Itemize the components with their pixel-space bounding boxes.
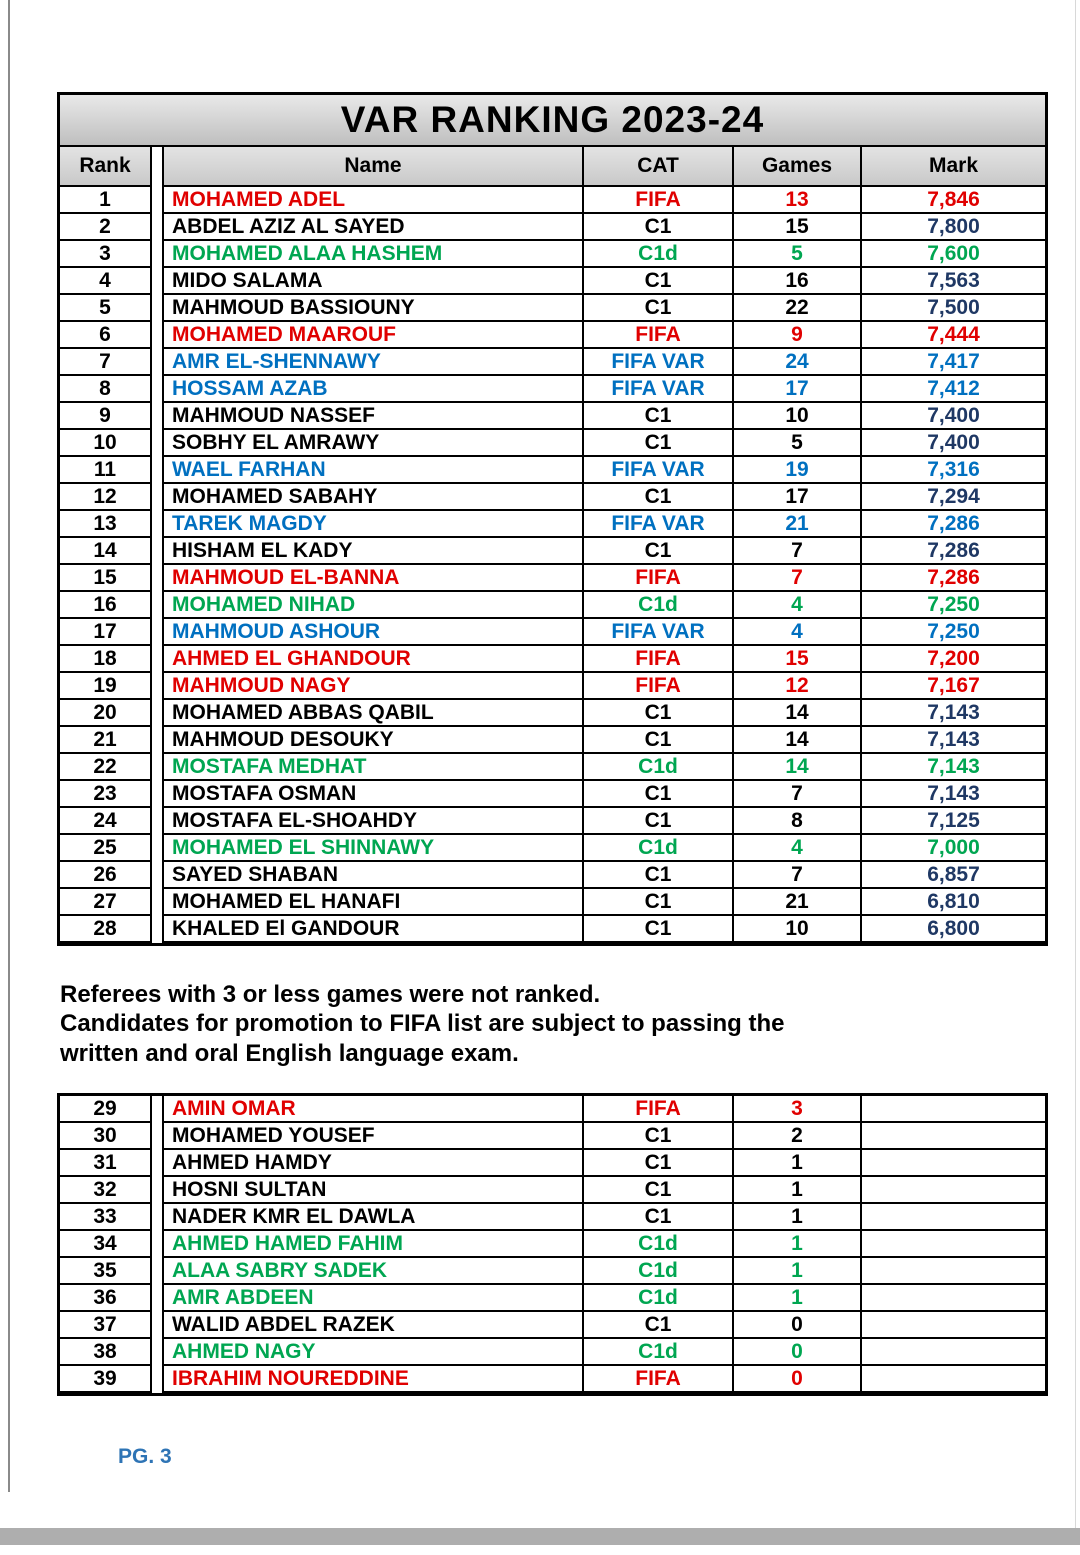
column-gap (152, 1285, 162, 1312)
table-row (60, 619, 1045, 646)
column-gap (152, 1366, 162, 1393)
column-gap (152, 916, 162, 943)
games-cell: 0 (734, 1339, 862, 1366)
games-cell: 14 (734, 754, 862, 781)
rank-cell: 9 (60, 403, 152, 430)
mark-cell: 7,143 (862, 700, 1045, 727)
rank-cell: 28 (60, 916, 152, 943)
cat-cell: FIFA VAR (584, 349, 734, 376)
mark-cell: 7,400 (862, 430, 1045, 457)
name-cell: MAHMOUD NAGY (162, 673, 584, 700)
cat-cell: C1 (584, 862, 734, 889)
rank-cell: 34 (60, 1231, 152, 1258)
rank-cell: 8 (60, 376, 152, 403)
games-cell: 22 (734, 295, 862, 322)
rank-cell: 39 (60, 1366, 152, 1393)
cat-cell: FIFA VAR (584, 511, 734, 538)
name-cell: MAHMOUD ASHOUR (162, 619, 584, 646)
table-row (60, 700, 1045, 727)
column-gap (152, 241, 162, 268)
rank-cell: 36 (60, 1285, 152, 1312)
column-gap (152, 187, 162, 214)
cat-cell: C1 (584, 295, 734, 322)
name-cell: MAHMOUD DESOUKY (162, 727, 584, 754)
cat-cell: C1 (584, 1150, 734, 1177)
column-gap (152, 889, 162, 916)
name-cell: MIDO SALAMA (162, 268, 584, 295)
table-row (60, 916, 1045, 943)
cat-cell: C1d (584, 835, 734, 862)
table-row (60, 754, 1045, 781)
games-cell: 21 (734, 511, 862, 538)
games-cell: 15 (734, 214, 862, 241)
cat-cell: C1d (584, 754, 734, 781)
column-gap (152, 592, 162, 619)
header-mark: Mark (862, 147, 1045, 187)
mark-cell: 7,143 (862, 781, 1045, 808)
cat-cell: C1d (584, 1231, 734, 1258)
name-cell: IBRAHIM NOUREDDINE (162, 1366, 584, 1393)
name-cell: MOHAMED SABAHY (162, 484, 584, 511)
name-cell: MOHAMED MAAROUF (162, 322, 584, 349)
name-cell: NADER KMR EL DAWLA (162, 1204, 584, 1231)
mark-cell (862, 1177, 1045, 1204)
name-cell: MOHAMED ABBAS QABIL (162, 700, 584, 727)
cat-cell: C1 (584, 889, 734, 916)
games-cell: 1 (734, 1231, 862, 1258)
cat-cell: C1 (584, 268, 734, 295)
rank-cell: 16 (60, 592, 152, 619)
table-row (60, 646, 1045, 673)
rank-cell: 6 (60, 322, 152, 349)
table-row (60, 862, 1045, 889)
cat-cell: C1 (584, 727, 734, 754)
column-gap (152, 727, 162, 754)
rank-cell: 37 (60, 1312, 152, 1339)
games-cell: 14 (734, 727, 862, 754)
rank-cell: 4 (60, 268, 152, 295)
column-gap (152, 1258, 162, 1285)
table-body (60, 187, 1045, 943)
table-row (60, 727, 1045, 754)
mark-cell: 7,400 (862, 403, 1045, 430)
name-cell: AHMED HAMED FAHIM (162, 1231, 584, 1258)
games-cell: 4 (734, 592, 862, 619)
name-cell: AMR EL-SHENNAWY (162, 349, 584, 376)
mark-cell (862, 1123, 1045, 1150)
column-gap (152, 430, 162, 457)
cat-cell: C1d (584, 1258, 734, 1285)
games-cell: 7 (734, 781, 862, 808)
rank-cell: 26 (60, 862, 152, 889)
name-cell: MOHAMED EL HANAFI (162, 889, 584, 916)
cat-cell: C1 (584, 1123, 734, 1150)
table-row (60, 1312, 1045, 1339)
games-cell: 9 (734, 322, 862, 349)
column-gap (152, 781, 162, 808)
note-line-1: Referees with 3 or less games were not ranked. (60, 981, 601, 1008)
games-cell: 0 (734, 1312, 862, 1339)
table-title: VAR RANKING 2023-24 (60, 95, 1045, 147)
rank-cell: 2 (60, 214, 152, 241)
mark-cell: 7,412 (862, 376, 1045, 403)
mark-cell: 7,000 (862, 835, 1045, 862)
games-cell: 3 (734, 1096, 862, 1123)
name-cell: ABDEL AZIZ AL SAYED (162, 214, 584, 241)
cat-cell: FIFA (584, 646, 734, 673)
page-edge-line (8, 0, 10, 1492)
name-cell: MAHMOUD EL-BANNA (162, 565, 584, 592)
cat-cell: FIFA VAR (584, 457, 734, 484)
cat-cell: C1 (584, 1204, 734, 1231)
games-cell: 13 (734, 187, 862, 214)
games-cell: 14 (734, 700, 862, 727)
rank-cell: 32 (60, 1177, 152, 1204)
column-gap (152, 1231, 162, 1258)
table-row (60, 187, 1045, 214)
mark-cell (862, 1339, 1045, 1366)
note-block (60, 980, 1040, 1068)
mark-cell: 7,250 (862, 619, 1045, 646)
column-gap (152, 484, 162, 511)
cat-cell: C1d (584, 1285, 734, 1312)
rank-cell: 29 (60, 1096, 152, 1123)
name-cell: MOHAMED NIHAD (162, 592, 584, 619)
table-row (60, 376, 1045, 403)
rank-cell: 38 (60, 1339, 152, 1366)
name-cell: HOSSAM AZAB (162, 376, 584, 403)
rank-cell: 13 (60, 511, 152, 538)
mark-cell (862, 1366, 1045, 1393)
column-gap (152, 754, 162, 781)
cat-cell: FIFA VAR (584, 376, 734, 403)
table-row (60, 241, 1045, 268)
rank-cell: 27 (60, 889, 152, 916)
column-gap (152, 1096, 162, 1123)
games-cell: 0 (734, 1366, 862, 1393)
games-cell: 1 (734, 1285, 862, 1312)
name-cell: WALID ABDEL RAZEK (162, 1312, 584, 1339)
mark-cell: 7,563 (862, 268, 1045, 295)
rank-cell: 22 (60, 754, 152, 781)
cat-cell: C1 (584, 430, 734, 457)
name-cell: MOHAMED ALAA HASHEM (162, 241, 584, 268)
column-gap (152, 349, 162, 376)
rank-cell: 18 (60, 646, 152, 673)
page-edge-line-right (1075, 0, 1076, 1528)
cat-cell: C1 (584, 403, 734, 430)
rank-cell: 20 (60, 700, 152, 727)
table-row (60, 484, 1045, 511)
mark-cell: 7,200 (862, 646, 1045, 673)
table-row (60, 673, 1045, 700)
mark-cell: 7,167 (862, 673, 1045, 700)
cat-cell: C1 (584, 916, 734, 943)
column-gap (152, 457, 162, 484)
rank-cell: 23 (60, 781, 152, 808)
games-cell: 1 (734, 1177, 862, 1204)
mark-cell: 7,417 (862, 349, 1045, 376)
header-row (60, 147, 1045, 187)
name-cell: HOSNI SULTAN (162, 1177, 584, 1204)
mark-cell (862, 1150, 1045, 1177)
games-cell: 7 (734, 538, 862, 565)
mark-cell: 7,500 (862, 295, 1045, 322)
column-gap (152, 295, 162, 322)
mark-cell: 6,800 (862, 916, 1045, 943)
games-cell: 1 (734, 1258, 862, 1285)
table-row (60, 1123, 1045, 1150)
name-cell: ALAA SABRY SADEK (162, 1258, 584, 1285)
mark-cell: 6,857 (862, 862, 1045, 889)
rank-cell: 15 (60, 565, 152, 592)
table-row (60, 565, 1045, 592)
mark-cell: 6,810 (862, 889, 1045, 916)
mark-cell: 7,250 (862, 592, 1045, 619)
column-gap (152, 1150, 162, 1177)
table-row (60, 1258, 1045, 1285)
table-row (60, 403, 1045, 430)
table-row (60, 1204, 1045, 1231)
cat-cell: C1 (584, 808, 734, 835)
name-cell: AHMED NAGY (162, 1339, 584, 1366)
games-cell: 16 (734, 268, 862, 295)
table-row (60, 349, 1045, 376)
table-row (60, 1096, 1045, 1123)
mark-cell: 7,294 (862, 484, 1045, 511)
table-row (60, 889, 1045, 916)
rank-cell: 31 (60, 1150, 152, 1177)
rank-cell: 12 (60, 484, 152, 511)
name-cell: AMR ABDEEN (162, 1285, 584, 1312)
table-row (60, 1177, 1045, 1204)
name-cell: HISHAM EL KADY (162, 538, 584, 565)
cat-cell: FIFA (584, 565, 734, 592)
header-name: Name (162, 147, 584, 187)
mark-cell (862, 1285, 1045, 1312)
games-cell: 2 (734, 1123, 862, 1150)
name-cell: MAHMOUD NASSEF (162, 403, 584, 430)
column-gap (152, 700, 162, 727)
column-gap (152, 808, 162, 835)
note-line-2: Candidates for promotion to FIFA list are subject to passing the (60, 1010, 785, 1038)
games-cell: 10 (734, 403, 862, 430)
name-cell: KHALED El GANDOUR (162, 916, 584, 943)
rank-cell: 30 (60, 1123, 152, 1150)
table-row (60, 1231, 1045, 1258)
mark-cell: 7,444 (862, 322, 1045, 349)
games-cell: 1 (734, 1150, 862, 1177)
rank-cell: 17 (60, 619, 152, 646)
column-gap (152, 646, 162, 673)
name-cell: AMIN OMAR (162, 1096, 584, 1123)
table-row (60, 835, 1045, 862)
name-cell: MAHMOUD BASSIOUNY (162, 295, 584, 322)
table-row (60, 268, 1045, 295)
header-rank: Rank (60, 147, 152, 187)
cat-cell: FIFA (584, 1366, 734, 1393)
mark-cell: 7,286 (862, 511, 1045, 538)
cat-cell: C1d (584, 1339, 734, 1366)
name-cell: SAYED SHABAN (162, 862, 584, 889)
column-gap (152, 376, 162, 403)
games-cell: 8 (734, 808, 862, 835)
table-row (60, 1150, 1045, 1177)
cat-cell: C1 (584, 484, 734, 511)
unranked-table (57, 1093, 1048, 1396)
mark-cell: 7,800 (862, 214, 1045, 241)
cat-cell: FIFA (584, 322, 734, 349)
column-gap (152, 1204, 162, 1231)
table-row (60, 430, 1045, 457)
games-cell: 10 (734, 916, 862, 943)
mark-cell: 7,316 (862, 457, 1045, 484)
column-gap (152, 1177, 162, 1204)
name-cell: MOHAMED EL SHINNAWY (162, 835, 584, 862)
rank-cell: 10 (60, 430, 152, 457)
cat-cell: C1 (584, 781, 734, 808)
cat-cell: C1 (584, 1177, 734, 1204)
column-gap (152, 268, 162, 295)
rank-cell: 11 (60, 457, 152, 484)
name-cell: MOSTAFA EL-SHOAHDY (162, 808, 584, 835)
mark-cell (862, 1258, 1045, 1285)
cat-cell: C1d (584, 592, 734, 619)
rank-cell: 25 (60, 835, 152, 862)
table-row (60, 322, 1045, 349)
mark-cell (862, 1312, 1045, 1339)
table-row (60, 1366, 1045, 1393)
table-body (60, 1096, 1045, 1393)
cat-cell: FIFA (584, 673, 734, 700)
table-row (60, 781, 1045, 808)
games-cell: 15 (734, 646, 862, 673)
note-line-3: written and oral English language exam. (60, 1039, 519, 1067)
games-cell: 4 (734, 619, 862, 646)
column-gap (152, 1123, 162, 1150)
games-cell: 12 (734, 673, 862, 700)
cat-cell: C1 (584, 1312, 734, 1339)
ranking-table (57, 92, 1048, 946)
name-cell: MOHAMED ADEL (162, 187, 584, 214)
page-number: PG. 3 (118, 1445, 172, 1468)
table-row (60, 808, 1045, 835)
name-cell: AHMED EL GHANDOUR (162, 646, 584, 673)
header-games: Games (734, 147, 862, 187)
column-gap (152, 673, 162, 700)
games-cell: 5 (734, 241, 862, 268)
page-bottom-band (0, 1528, 1080, 1545)
rank-cell: 7 (60, 349, 152, 376)
mark-cell: 7,600 (862, 241, 1045, 268)
name-cell: SOBHY EL AMRAWY (162, 430, 584, 457)
column-gap (152, 1339, 162, 1366)
header-cat: CAT (584, 147, 734, 187)
rank-cell: 3 (60, 241, 152, 268)
mark-cell: 7,143 (862, 727, 1045, 754)
column-gap (152, 862, 162, 889)
table-row (60, 511, 1045, 538)
name-cell: MOSTAFA MEDHAT (162, 754, 584, 781)
cat-cell: FIFA VAR (584, 619, 734, 646)
mark-cell: 7,846 (862, 187, 1045, 214)
name-cell: WAEL FARHAN (162, 457, 584, 484)
name-cell: TAREK MAGDY (162, 511, 584, 538)
name-cell: MOHAMED YOUSEF (162, 1123, 584, 1150)
cat-cell: FIFA (584, 187, 734, 214)
games-cell: 1 (734, 1204, 862, 1231)
mark-cell: 7,125 (862, 808, 1045, 835)
games-cell: 17 (734, 376, 862, 403)
column-gap (152, 835, 162, 862)
rank-cell: 24 (60, 808, 152, 835)
rank-cell: 35 (60, 1258, 152, 1285)
cat-cell: C1 (584, 538, 734, 565)
column-gap (152, 214, 162, 241)
table-row (60, 214, 1045, 241)
cat-cell: C1 (584, 700, 734, 727)
cat-cell: C1 (584, 214, 734, 241)
table-row (60, 538, 1045, 565)
table-row (60, 295, 1045, 322)
mark-cell (862, 1231, 1045, 1258)
column-gap (152, 322, 162, 349)
rank-cell: 14 (60, 538, 152, 565)
name-cell: MOSTAFA OSMAN (162, 781, 584, 808)
rank-cell: 21 (60, 727, 152, 754)
games-cell: 17 (734, 484, 862, 511)
column-gap (152, 1312, 162, 1339)
rank-cell: 5 (60, 295, 152, 322)
games-cell: 24 (734, 349, 862, 376)
column-gap (152, 403, 162, 430)
games-cell: 21 (734, 889, 862, 916)
column-gap (152, 147, 162, 187)
mark-cell: 7,286 (862, 538, 1045, 565)
cat-cell: FIFA (584, 1096, 734, 1123)
games-cell: 7 (734, 862, 862, 889)
column-gap (152, 511, 162, 538)
mark-cell (862, 1204, 1045, 1231)
cat-cell: C1d (584, 241, 734, 268)
rank-cell: 1 (60, 187, 152, 214)
games-cell: 4 (734, 835, 862, 862)
games-cell: 19 (734, 457, 862, 484)
table-row (60, 1339, 1045, 1366)
column-gap (152, 538, 162, 565)
mark-cell (862, 1096, 1045, 1123)
mark-cell: 7,143 (862, 754, 1045, 781)
games-cell: 7 (734, 565, 862, 592)
rank-cell: 33 (60, 1204, 152, 1231)
name-cell: AHMED HAMDY (162, 1150, 584, 1177)
mark-cell: 7,286 (862, 565, 1045, 592)
rank-cell: 19 (60, 673, 152, 700)
games-cell: 5 (734, 430, 862, 457)
table-row (60, 457, 1045, 484)
column-gap (152, 619, 162, 646)
table-row (60, 1285, 1045, 1312)
column-gap (152, 565, 162, 592)
table-row (60, 592, 1045, 619)
